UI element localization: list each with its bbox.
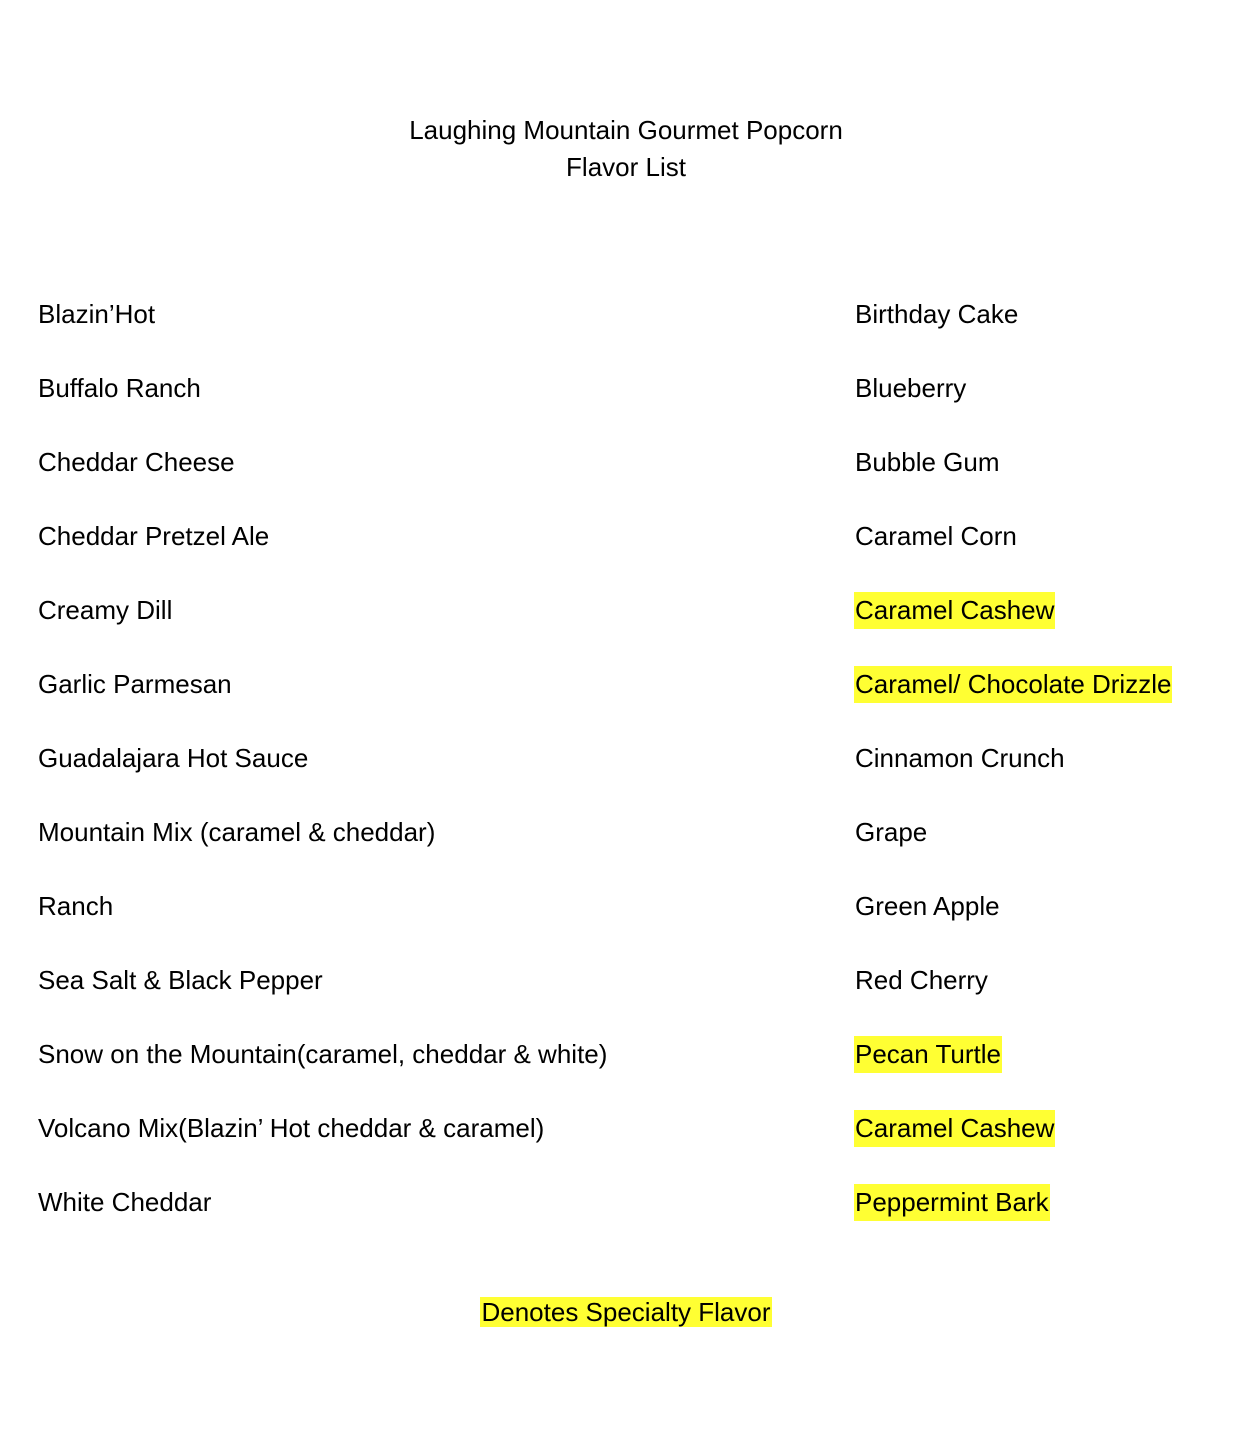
flavor-item — [37, 888, 608, 962]
flavor-label: Blazin’Hot — [38, 299, 156, 329]
flavor-item — [854, 1184, 1172, 1258]
flavor-item — [854, 370, 1172, 444]
document-header — [0, 112, 1242, 186]
flavor-label: Sea Salt & Black Pepper — [38, 965, 323, 995]
flavor-item — [37, 1184, 608, 1258]
flavor-label: Grape — [855, 817, 928, 847]
flavor-item — [37, 666, 608, 740]
flavor-item — [854, 518, 1172, 592]
flavor-label: Blueberry — [855, 373, 967, 403]
flavor-item — [37, 1110, 608, 1184]
flavor-item — [854, 444, 1172, 518]
flavor-item — [37, 1036, 608, 1110]
specialty-flavor-label: Caramel Cashew — [854, 592, 1055, 629]
flavor-label: Caramel Corn — [855, 521, 1017, 551]
flavor-label: Cheddar Pretzel Ale — [38, 521, 270, 551]
flavor-item — [854, 1036, 1172, 1110]
flavor-item — [37, 962, 608, 1036]
flavor-label: Cheddar Cheese — [38, 447, 235, 477]
document-title: Laughing Mountain Gourmet Popcorn — [409, 115, 843, 145]
flavor-item — [854, 666, 1172, 740]
flavor-item — [854, 740, 1172, 814]
legend-label: Denotes Specialty Flavor — [481, 1297, 771, 1327]
flavor-item — [854, 888, 1172, 962]
specialty-legend — [0, 1294, 1242, 1331]
flavor-label: Bubble Gum — [855, 447, 1000, 477]
flavor-label: Creamy Dill — [38, 595, 173, 625]
flavor-item — [37, 740, 608, 814]
specialty-flavor-label: Pecan Turtle — [854, 1036, 1002, 1073]
flavor-item — [37, 518, 608, 592]
flavor-label: Mountain Mix (caramel & cheddar) — [38, 817, 436, 847]
document-subtitle: Flavor List — [566, 152, 686, 182]
flavor-item — [854, 592, 1172, 666]
specialty-flavor-label: Caramel Cashew — [854, 1110, 1055, 1147]
flavor-label: Volcano Mix(Blazin’ Hot cheddar & caramel) — [38, 1113, 545, 1143]
savory-flavor-list — [37, 296, 608, 1258]
specialty-flavor-label: Caramel/ Chocolate Drizzle — [854, 666, 1172, 703]
specialty-flavor-label: Peppermint Bark — [854, 1184, 1050, 1221]
sweet-flavor-list — [854, 296, 1172, 1258]
flavor-label: Guadalajara Hot Sauce — [38, 743, 309, 773]
flavor-item — [854, 296, 1172, 370]
flavor-item — [854, 962, 1172, 1036]
flavor-item — [854, 1110, 1172, 1184]
flavor-item — [37, 296, 608, 370]
flavor-label: Buffalo Ranch — [38, 373, 201, 403]
flavor-label: Cinnamon Crunch — [855, 743, 1065, 773]
flavor-item — [37, 814, 608, 888]
flavor-label: Birthday Cake — [855, 299, 1019, 329]
flavor-label: Green Apple — [855, 891, 1000, 921]
flavor-label: Snow on the Mountain(caramel, cheddar & white) — [38, 1039, 608, 1069]
flavor-label: Ranch — [38, 891, 114, 921]
flavor-label: White Cheddar — [38, 1187, 212, 1217]
flavor-item — [37, 444, 608, 518]
flavor-label: Garlic Parmesan — [38, 669, 232, 699]
flavor-item — [854, 814, 1172, 888]
flavor-item — [37, 592, 608, 666]
flavor-label: Red Cherry — [855, 965, 988, 995]
flavor-item — [37, 370, 608, 444]
